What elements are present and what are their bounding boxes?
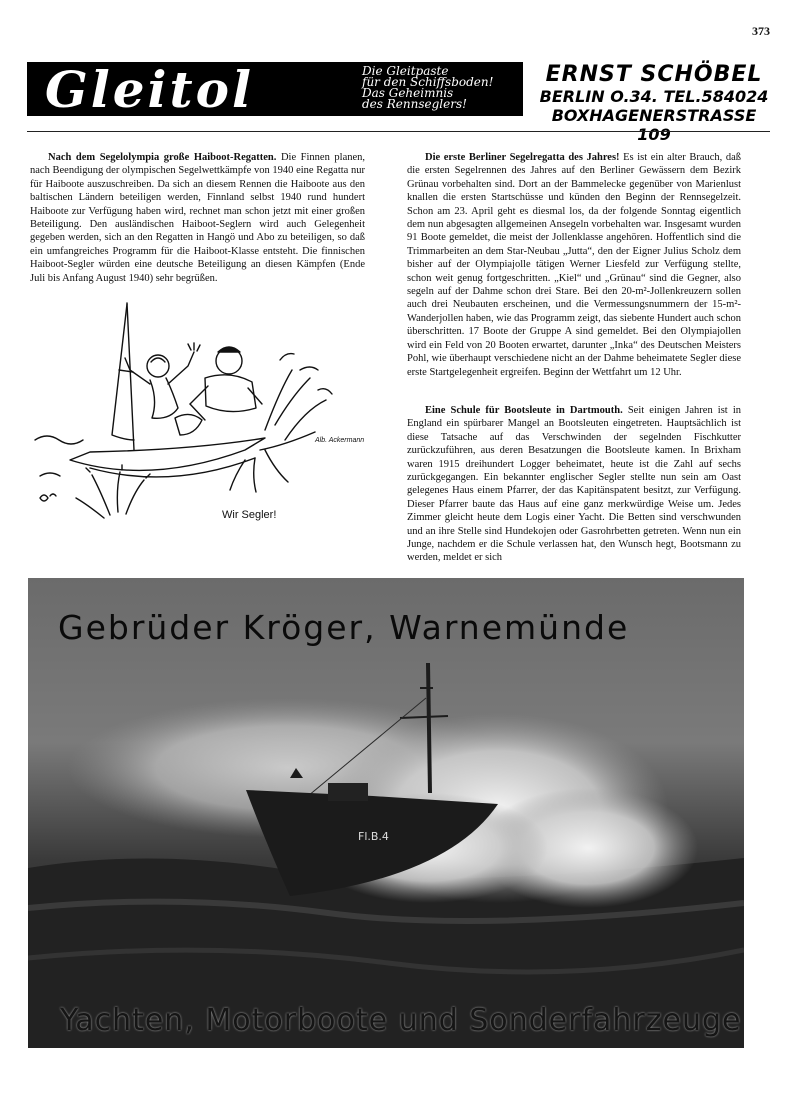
cartoon-signature: Alb. Ackermann [315, 437, 365, 444]
article-heading: Nach dem Segelolympia große Haiboot-Regatten. [48, 152, 277, 163]
ad-slogan-line: Das Geheimnis [362, 86, 454, 100]
cartoon-caption: Wir Segler! [222, 509, 277, 521]
article-dartmouth-school [407, 404, 741, 565]
ad-company-street: BOXHAGENERSTRASSE 109 [551, 106, 757, 144]
page-number: 373 [752, 24, 770, 38]
header-divider [27, 131, 770, 132]
kroeger-title: Gebrüder Kröger, Warnemünde [58, 608, 630, 647]
kroeger-tagline: Yachten, Motorboote und Sonderfahrzeuge [60, 1003, 742, 1038]
article-body: Es ist ein alter Brauch, daß die ersten Segelrennen des Jahres auf den Berliner Gewässern dem Bezirk Grünau vorbehalten sind. Dort an der Bammelecke gegenüber von Marienlust knallen die ersten Startschüsse und künden den Beginn der Rennsegelzeit. Schon am 23. April geht es diesmal los, da der folgende Sonntag eigentlich dem nun abgesagten allgemeinen Ansegeln vorbehalten war. Insgesamt wurden 91 Boote gemeldet, die meist der Jollenklasse angehören. Hoffentlich sind die Trimmarbeiten an dem Star-Neubau „Jutta“, den der Eigner Julius Scholz dem bisher auf der Olympiajolle tätigen Werner Liesfeld zur Verfügung stellte, schon weit genug fortgeschritten. „Kiel“ und „Grünau“ sind die Gegner, also segeln auf der Dahme schon drei Stare. Bei den 20-m²-Jollenkreuzern sollen auch drei Neubauten erscheinen, und die Vermessungsnummern der 15-m²-Wanderjollen haben, wie das Programm zeigt, das siebente Hundert auch schon überschritten. 17 Boote der Gruppe A sind gemeldet. Bei den Olympiajollen wird ein Feld von 20 Booten erwartet, darunter „Inka“ des Deutschen Meisters Pohl, wie überhaupt verschiedene nicht an der Dahme beheimatete Segler diese erste Startgelegenheit ergreifen. Beginn der Wettfahrt um 12 Uhr. [407, 152, 742, 378]
ad-slogan-line: Die Gleitpaste [362, 64, 449, 78]
gleitol-ad-banner [27, 62, 523, 116]
article-heading: Eine Schule für Bootsleute in Dartmouth. [425, 405, 623, 416]
article-haiboot [30, 151, 365, 285]
ad-slogan-line: des Rennseglers! [362, 97, 467, 111]
ad-company-name: ERNST SCHÖBEL [545, 62, 763, 87]
ad-slogan [362, 66, 522, 110]
kroeger-photo-ad [28, 578, 744, 1048]
sailing-cartoon [30, 300, 375, 530]
article-body: Die Finnen planen, nach Beendigung der olympischen Segelwettkämpfe von 1940 eine Regatta nur für Haiboote auszuschreiben. Da sich an diesem Rennen die Haiboote aus den baltischen Ländern beteiligen werden, Finnland selbst 1940 rund hundert Haiboote zur Verfügung haben wird, rechnet man schon jetzt mit einer großen Beteiligung. Den ausländischen Haiboot-Seglern wird auch Gelegenheit gegeben werden, sich an den Regatten in Hangö und Abo zu beteiligen, so daß ein umfangreiches Programm für die Haiboot-Klasse entsteht. Die finnischen Haiboot-Segler würden eine deutsche Beteiligung an diesen Kämpfen (Ende Juli bis Anfang August 1940) sehr begrüßen. [30, 152, 366, 284]
ad-company-city: BERLIN O.34. TEL.584024 [539, 87, 769, 106]
article-berliner-regatta [407, 151, 741, 379]
ship-in-waves-photo [28, 578, 744, 1048]
ad-slogan-line: für den Schiffsboden! [362, 75, 494, 89]
article-body: Seit einigen Jahren ist in England ein spürbarer Mangel an Bootsleuten eingetreten. Hauptsächlich ist diese Tatsache auf das Verschwinden der segelnden Fischkutter zurückzuführen, aus deren Besatzungen die Bootsleute kamen. In Brixham waren 1915 dreihundert Logger beheimatet, heute ist die Zahl auf sechs zurückgegangen. Ein bekannter englischer Segler stellte nun sein am Oast gelegenes Haus einem Pfarrer, der das Kapitänspatent besitzt, zur Verfügung. Dieser Pfarrer baute das Haus auf eine ganz merkwürdige Weise um. Jedes Zimmer gleicht heute dem Logis einer Yacht. Die Betten sind verschwunden und an ihre Stelle sind Hundekojen oder Gasrohrbetten getreten. Wenn nun ein Junge, nachdem er die Schule verlassen hat, den Wunsch hegt, Bootsmann zu werden, meldet er sich [407, 405, 741, 564]
hull-marking: Fl.B.4 [358, 830, 389, 843]
article-heading: Die erste Berliner Segelregatta des Jahres! [425, 152, 620, 163]
gleitol-logo: Gleitol [45, 62, 254, 116]
